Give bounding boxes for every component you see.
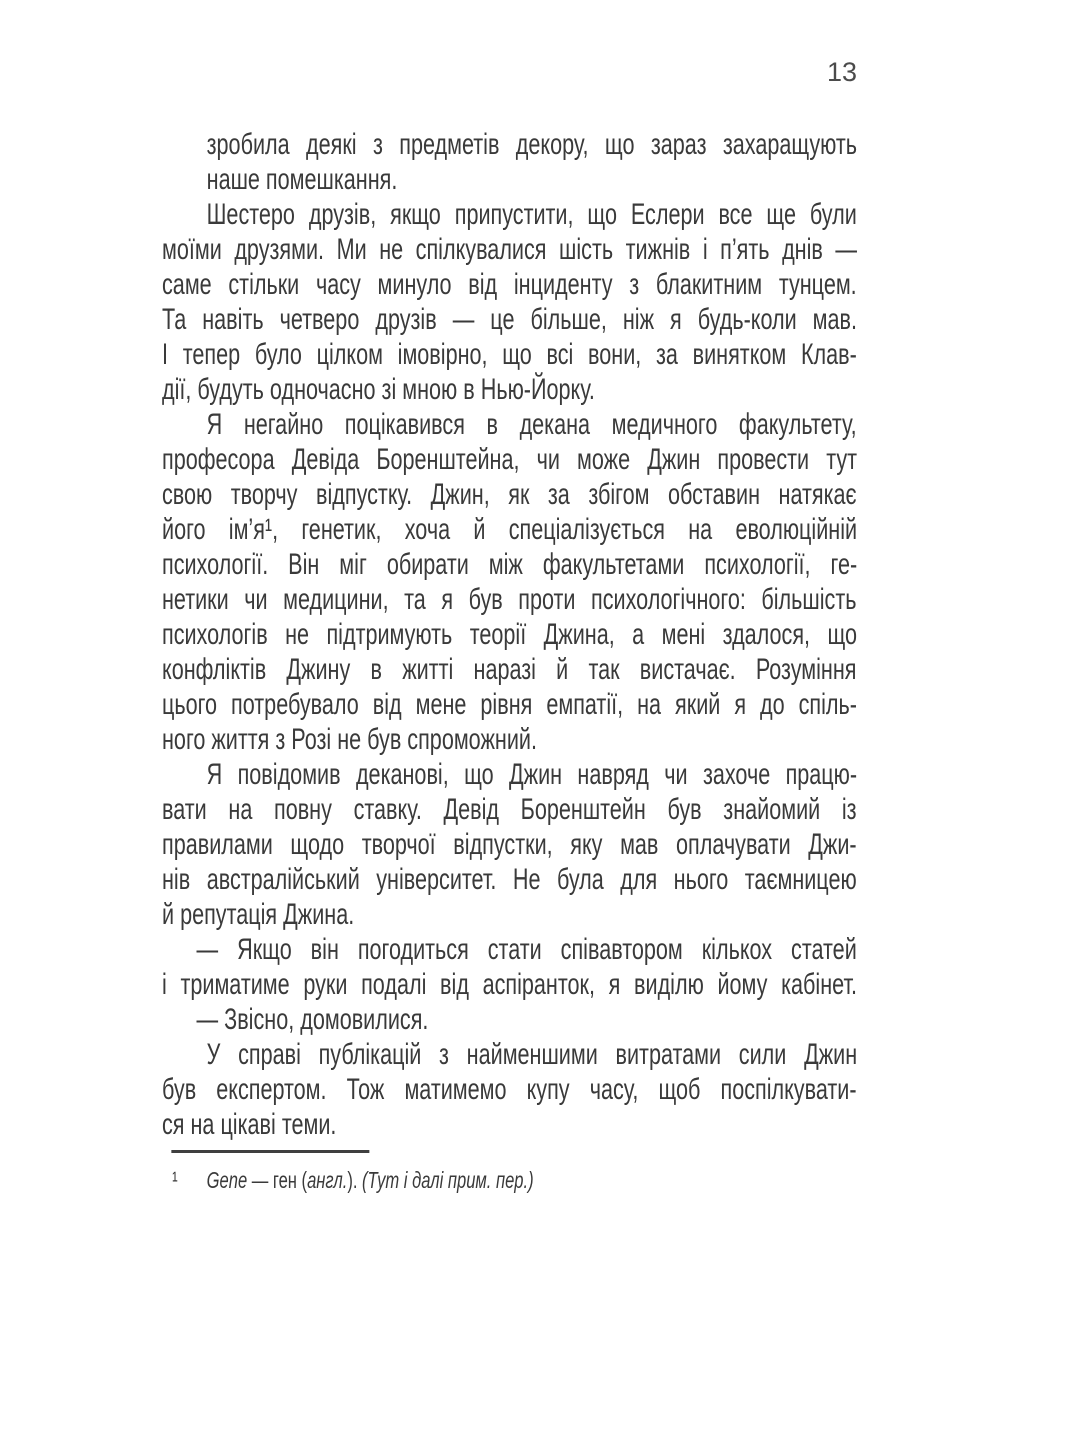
footnote-italic-segment: (Тут і далі прим. пер.) bbox=[362, 1167, 534, 1193]
text-line: психологів не підтримують теорії Джина, а мені здалося, що bbox=[162, 618, 858, 651]
text-line: свою творчу відпустку. Джин, як за збігом обставин натякає bbox=[162, 478, 857, 511]
footnote-rule bbox=[171, 1150, 369, 1153]
text-line: Шестеро друзів, якщо припустити, що Еслери все ще були bbox=[206, 198, 857, 231]
footnote bbox=[162, 1165, 857, 1195]
text-line: наше помешкання. bbox=[206, 163, 398, 196]
text-line: нів австралійський університет. Не була для нього таємницею bbox=[162, 863, 857, 896]
text-line: зробила деякі з предметів декору, що зараз захаращують bbox=[206, 128, 858, 161]
text-line: психології. Він міг обирати між факультетами психології, ге- bbox=[162, 548, 858, 581]
para-continuation bbox=[162, 127, 857, 197]
text-line: ся на цікаві теми. bbox=[162, 1108, 337, 1141]
footnote-marker: ¹ bbox=[172, 1167, 178, 1193]
footnote-italic-segment: англ. bbox=[307, 1167, 348, 1193]
para-told-dean bbox=[162, 757, 857, 932]
para-publications bbox=[162, 1037, 857, 1142]
body-text bbox=[162, 127, 857, 1142]
text-line: — Звісно, домовилися. bbox=[196, 1003, 429, 1036]
text-line: цього потребувало від мене рівня емпатії, на який я до спіль- bbox=[162, 688, 857, 721]
text-line: правилами щодо творчої відпустки, яку мав оплачувати Джи- bbox=[162, 828, 857, 861]
para-dean-request bbox=[162, 407, 857, 757]
text-line: У справі публікацій з найменшими витратами сили Джин bbox=[206, 1038, 858, 1071]
para-dialogue-condition bbox=[162, 932, 857, 1002]
footnote-text bbox=[207, 1167, 534, 1193]
text-line: нетики чи медицини, та я був проти психологічного: більшість bbox=[162, 583, 857, 616]
text-line: Я повідомив деканові, що Джин навряд чи захоче працю- bbox=[206, 758, 858, 791]
text-column bbox=[162, 127, 857, 1195]
para-dialogue-agreed bbox=[162, 1002, 857, 1037]
page-number: 13 bbox=[826, 57, 857, 87]
text-line: й репутація Джина. bbox=[162, 898, 355, 931]
text-line: був експертом. Тож матимемо купу часу, щоб поспілкувати- bbox=[162, 1073, 857, 1106]
text-line: — Якщо він погодиться стати співавтором кількох статей bbox=[196, 933, 857, 966]
text-line: І тепер було цілком імовірно, що всі вони, за винятком Клав- bbox=[162, 338, 857, 371]
footnote-segment: ). bbox=[347, 1167, 363, 1193]
text-line: Та навіть четверо друзів — це більше, ніж я будь-коли мав. bbox=[162, 303, 858, 336]
text-line: і триматиме руки подалі від аспіранток, я виділю йому кабінет. bbox=[162, 968, 857, 1001]
text-line: професора Девіда Боренштейна, чи може Джин провести тут bbox=[162, 443, 858, 476]
text-line: ного життя з Розі не був спроможний. bbox=[162, 723, 537, 756]
text-line: моїми друзями. Ми не спілкувалися шість тижнів і п’ять днів — bbox=[162, 233, 858, 266]
text-line: вати на повну ставку. Девід Боренштейн був знайомий із bbox=[162, 793, 857, 826]
footnote-segment: — ген ( bbox=[247, 1167, 308, 1193]
para-six-friends bbox=[162, 197, 857, 407]
text-line: Я негайно поцікавився в декана медичного факультету, bbox=[206, 408, 857, 441]
text-line: конфліктів Джину в житті наразі й так вистачає. Розуміння bbox=[162, 653, 857, 686]
footnote-italic-segment: Gene bbox=[206, 1167, 248, 1193]
text-line: саме стільки часу минуло від інциденту з блакитним тунцем. bbox=[162, 268, 857, 301]
text-line: дії, будуть одночасно зі мною в Нью-Йорку. bbox=[162, 373, 595, 406]
text-line: його ім’я¹, генетик, хоча й спеціалізується на еволюційній bbox=[162, 513, 858, 546]
